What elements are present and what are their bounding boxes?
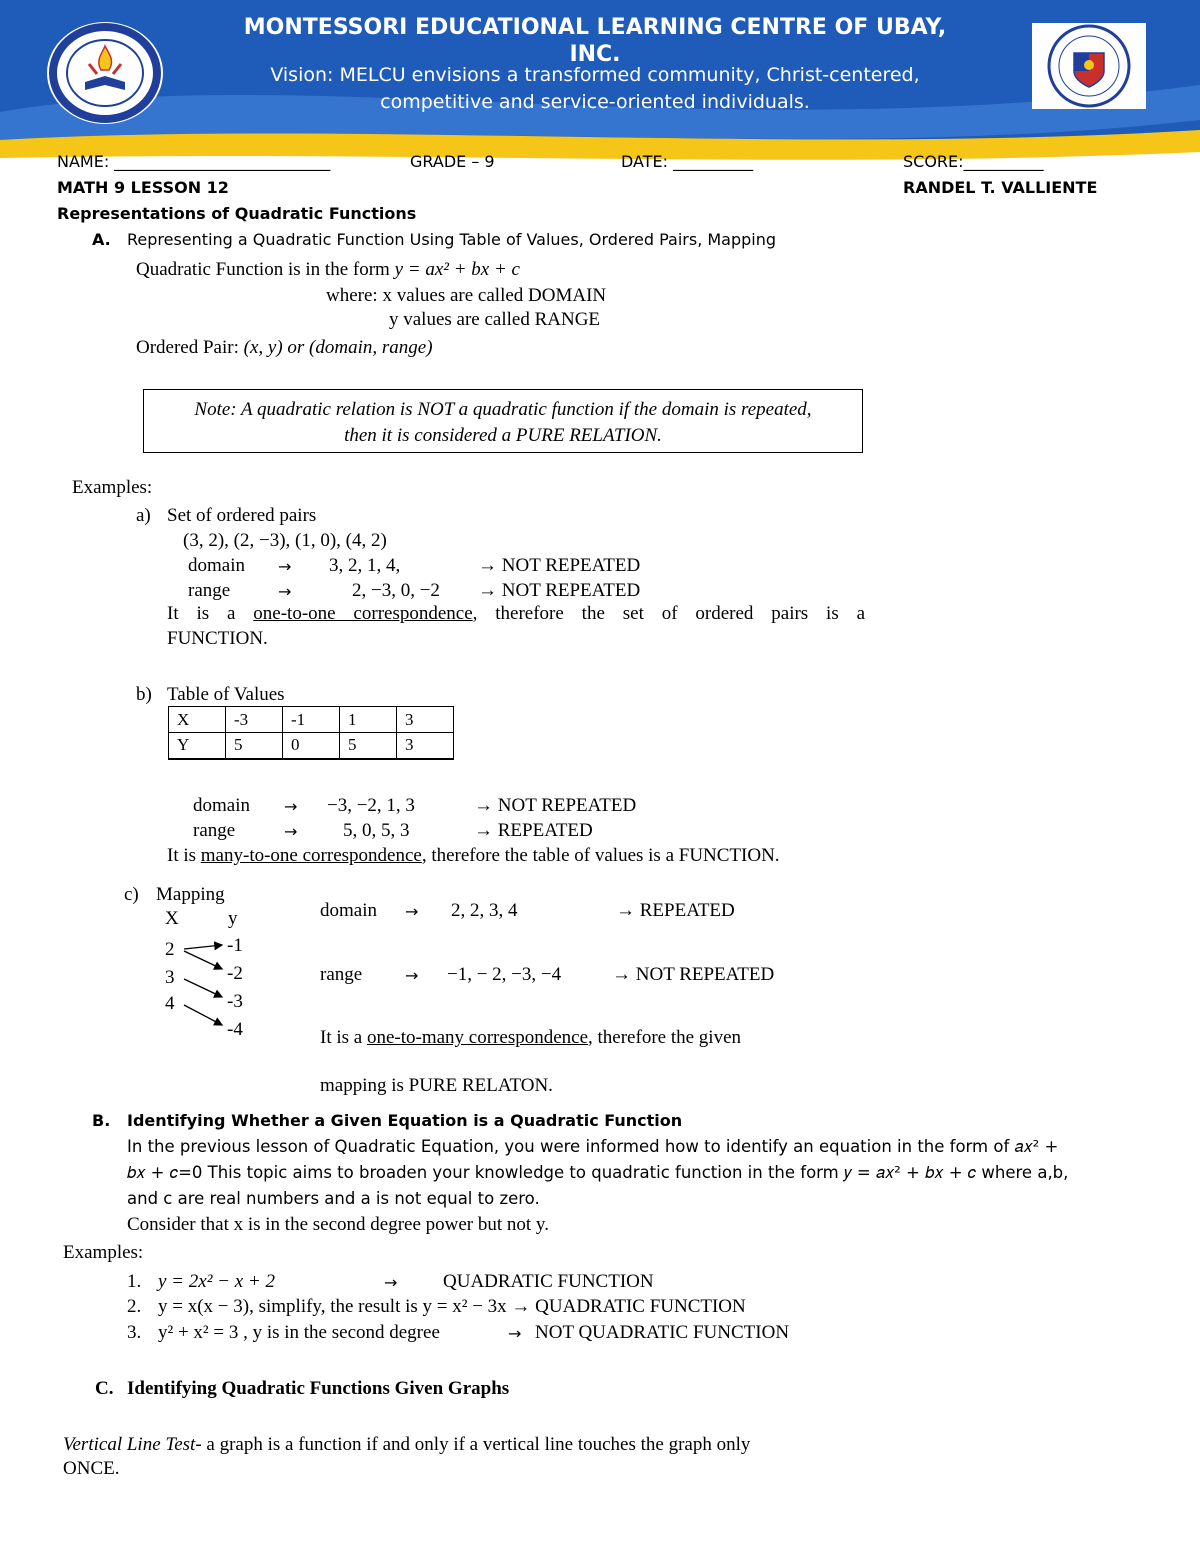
ex-c-label: c) <box>124 884 139 905</box>
score-field[interactable]: SCORE:__________ <box>903 152 1044 171</box>
ordered-pair <box>136 337 433 359</box>
ex-a-domain-arrow: → <box>278 557 292 576</box>
ex-c-range-arrow: → <box>405 966 419 985</box>
section-b-para-line2: 𝑏𝑥 + 𝑐=0 This topic aims to broaden your knowledge to quadratic function in the form 𝑦 = 𝑎𝑥² + 𝑏𝑥 + 𝑐 where a,b, <box>127 1163 1069 1182</box>
b-item-3-result: NOT QUADRATIC FUNCTION <box>535 1322 790 1343</box>
table-cell: 3 <box>397 707 454 733</box>
table-cell: -1 <box>283 707 340 733</box>
ex-a-concl-line2: FUNCTION. <box>167 628 268 649</box>
lesson-title: MATH 9 LESSON 12 <box>57 178 229 197</box>
ex-b-domain-label: domain <box>193 795 250 816</box>
ex-b-range-arrow: → <box>284 822 298 841</box>
ordered-pair-eq: (x, y) or (domain, range) <box>243 337 433 358</box>
mapping-y-value: -3 <box>227 991 243 1012</box>
table-row <box>169 707 454 733</box>
mapping-arrow <box>184 979 222 997</box>
school-name-line2: INC. <box>569 42 621 67</box>
quadratic-form-eq: y = ax² + bx + c <box>394 259 520 280</box>
examples-label-b: Examples: <box>63 1242 144 1263</box>
ex-b-concl-underlined: many-to-one correspondence <box>200 845 422 866</box>
b-item-3-eq: y² + x² = 3 , y is in the second degree <box>158 1322 440 1343</box>
ex-a-range-values: 2, −3, 0, −2 <box>352 580 440 601</box>
section-b-para-line1: In the previous lesson of Quadratic Equation, you were informed how to identify an equation in the form of 𝑎𝑥² + <box>127 1137 1059 1156</box>
note-box <box>143 389 863 453</box>
ex-a-label: a) <box>136 505 151 526</box>
section-c-title: Identifying Quadratic Functions Given Graphs <box>127 1378 510 1399</box>
quadratic-form-text: Quadratic Function is in the form <box>136 259 390 280</box>
ex-c-domain-values: 2, 2, 3, 4 <box>451 900 518 921</box>
vlt-line1 <box>63 1434 750 1456</box>
note-line1: Note: A quadratic relation is NOT a quadratic function if the domain is repeated, <box>194 399 812 420</box>
ex-a-title: Set of ordered pairs <box>167 505 317 526</box>
note-line2: then it is considered a PURE RELATION. <box>344 425 662 446</box>
section-b-title: Identifying Whether a Given Equation is a Quadratic Function <box>127 1111 683 1130</box>
ex-c-concl-pre: It is a <box>320 1027 363 1048</box>
section-a-letter: A. <box>92 230 111 249</box>
ordered-pair-label: Ordered Pair: <box>136 337 239 358</box>
b-item-3-num: 3. <box>127 1322 142 1343</box>
section-b-consider: Consider that x is in the second degree power but not y. <box>127 1214 549 1235</box>
b-item-2-eq: y = x(x − 3), simplify, the result is y = x² − 3x → QUADRATIC FUNCTION <box>158 1296 746 1317</box>
table-cell: 3 <box>397 733 454 759</box>
mapping-x-value: 3 <box>165 967 175 988</box>
ex-b-range-label: range <box>193 820 236 841</box>
ex-b-domain-values: −3, −2, 1, 3 <box>327 795 415 816</box>
section-a-title: Representing a Quadratic Function Using Table of Values, Ordered Pairs, Mapping <box>127 230 777 249</box>
where-domain: where: x values are called DOMAIN <box>326 285 607 306</box>
mapping-y-value: -2 <box>227 963 243 984</box>
ex-c-domain-status: → REPEATED <box>616 900 735 921</box>
table-row <box>169 733 454 759</box>
ex-c-domain-arrow: → <box>405 902 419 921</box>
mapping-x-value: 4 <box>165 993 175 1014</box>
b-item-2-num: 2. <box>127 1296 142 1317</box>
section-b-letter: B. <box>92 1111 111 1130</box>
mapping-arrow <box>184 951 222 969</box>
ex-b-concl-post: , therefore the table of values is a FUNCTION. <box>421 845 780 866</box>
b-item-1-result: QUADRATIC FUNCTION <box>443 1271 654 1292</box>
table-cell: 5 <box>340 733 397 759</box>
table-cell: 0 <box>283 733 340 759</box>
ex-a-domain-status: → NOT REPEATED <box>478 555 641 576</box>
mapping-y-value: -1 <box>227 935 243 956</box>
ex-c-concl-post: , therefore the given <box>588 1027 741 1048</box>
mapping-col-y: y <box>228 908 238 929</box>
ex-b-label: b) <box>136 684 152 705</box>
ex-c-title: Mapping <box>156 884 225 905</box>
name-field[interactable]: NAME: ___________________________ <box>57 152 331 171</box>
ex-c-concl-line2: mapping is PURE RELATON. <box>320 1075 553 1096</box>
ex-a-range-arrow: → <box>278 582 292 601</box>
teacher-name: RANDEL T. VALLIENTE <box>903 178 1098 197</box>
table-cell: X <box>169 707 226 733</box>
ex-b-title: Table of Values <box>167 684 285 705</box>
b-item-1-eq: y = 2x² − x + 2 <box>158 1271 275 1292</box>
vlt-line2: ONCE. <box>63 1458 120 1479</box>
ex-a-pairs: (3, 2), (2, −3), (1, 0), (4, 2) <box>183 530 387 551</box>
ex-a-domain-values: 3, 2, 1, 4, <box>329 555 401 576</box>
table-cell: -3 <box>226 707 283 733</box>
ex-b-domain-arrow: → <box>284 797 298 816</box>
mapping-arrows <box>180 935 230 1030</box>
ex-a-conclusion <box>167 603 865 625</box>
ex-a-concl-pre: It is a <box>167 603 236 624</box>
ex-b-range-values: 5, 0, 5, 3 <box>343 820 410 841</box>
ex-c-conclusion <box>320 1027 741 1049</box>
ex-b-domain-status: → NOT REPEATED <box>474 795 637 816</box>
mapping-col-x: X <box>165 908 179 929</box>
school-seal-icon <box>45 20 165 126</box>
ex-c-range-values: −1, − 2, −3, −4 <box>447 964 562 985</box>
quadratic-form <box>136 259 520 281</box>
vision-line2: competitive and service-oriented individuals. <box>380 91 810 113</box>
ex-a-domain-label: domain <box>188 555 245 576</box>
ex-c-domain-label: domain <box>320 900 377 921</box>
ex-a-concl-underlined: one-to-one correspondence <box>253 603 473 624</box>
topic-heading: Representations of Quadratic Functions <box>57 204 417 223</box>
table-cell: 1 <box>340 707 397 733</box>
ex-b-concl-pre: It is <box>167 845 197 866</box>
mapping-arrow <box>184 1005 222 1025</box>
examples-label-a: Examples: <box>72 477 153 498</box>
ex-c-concl-underlined: one-to-many correspondence <box>366 1027 589 1048</box>
mapping-arrow <box>184 945 222 949</box>
vision-line1: Vision: MELCU envisions a transformed community, Christ-centered, <box>270 64 920 86</box>
b-item-3-arrow: → <box>508 1324 522 1343</box>
vlt-definition: - a graph is a function if and only if a vertical line touches the graph only <box>195 1434 751 1455</box>
section-c-letter: C. <box>95 1378 114 1399</box>
grade-label: GRADE – 9 <box>410 152 495 171</box>
b-item-1-num: 1. <box>127 1271 142 1292</box>
date-field[interactable]: DATE: __________ <box>621 152 754 171</box>
table-cell: 5 <box>226 733 283 759</box>
vlt-term: Vertical Line Test <box>63 1434 196 1455</box>
deped-seal-icon <box>1032 23 1146 109</box>
ex-b-range-status: → REPEATED <box>474 820 593 841</box>
mapping-x-value: 2 <box>165 939 175 960</box>
ex-b-conclusion <box>167 845 780 867</box>
ex-a-range-status: → NOT REPEATED <box>478 580 641 601</box>
where-range: y values are called RANGE <box>389 309 601 330</box>
table-cell: Y <box>169 733 226 759</box>
b-item-1-arrow: → <box>384 1273 398 1292</box>
ex-a-range-label: range <box>188 580 231 601</box>
ex-a-concl-post: , therefore the set of ordered pairs is a <box>472 603 866 624</box>
ex-c-range-status: → NOT REPEATED <box>612 964 775 985</box>
ex-c-range-label: range <box>320 964 363 985</box>
values-table <box>168 706 454 760</box>
mapping-y-value: -4 <box>227 1019 243 1040</box>
school-name-line1: MONTESSORI EDUCATIONAL LEARNING CENTRE OF UBAY, <box>243 15 947 40</box>
section-b-para-line3: and c are real numbers and a is not equal to zero. <box>127 1189 540 1208</box>
